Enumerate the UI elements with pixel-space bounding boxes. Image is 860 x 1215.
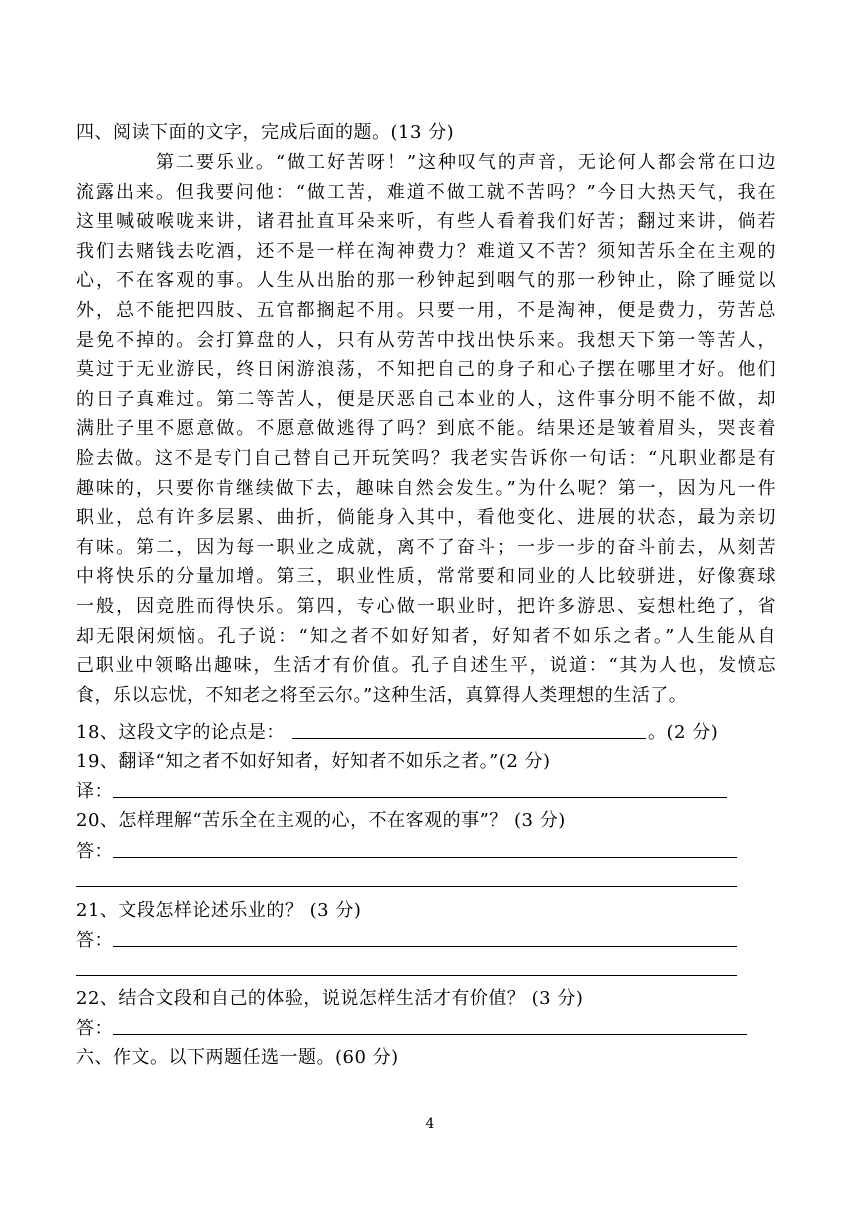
passage-line: 食，乐以忘忧，不知老之将至云尔。”这种生活，真算得人类理想的生活了。 bbox=[76, 684, 688, 706]
question-19-answer-prefix: 译： bbox=[76, 781, 113, 802]
question-18-label: 18、这段文字的论点是： bbox=[76, 722, 285, 743]
answer-line-20a[interactable] bbox=[113, 857, 737, 858]
answer-line-22[interactable] bbox=[113, 1034, 747, 1035]
passage-line: 是免不掉的。会打算盘的人，只有从劳苦中找出快乐来。我想天下第一等苦人， bbox=[76, 329, 776, 351]
passage-line: 有味。第二，因为每一职业之成就，离不了奋斗；一步一步的奋斗前去，从刻苦 bbox=[76, 536, 776, 558]
page-number: 4 bbox=[425, 1116, 435, 1132]
question-21-label: 21、文段怎样论述乐业的？ (3 分) bbox=[76, 900, 362, 921]
essay-title: 六、作文。以下两题任选一题。(60 分) bbox=[76, 1047, 399, 1068]
passage-line: 这里喊破喉咙来讲，诸君扯直耳朵来听，有些人看着我们好苦；翻过来讲，倘若 bbox=[76, 211, 776, 233]
answer-line-20b[interactable] bbox=[76, 886, 737, 887]
question-20-answer-prefix: 答： bbox=[76, 841, 113, 862]
passage-line: 莫过于无业游民，终日闲游浪荡，不知把自己的身子和心子摆在哪里才好。他们 bbox=[76, 359, 776, 381]
passage-line: 职业，总有许多层累、曲折，倘能身入其中，看他变化、进展的状态，最为亲切 bbox=[76, 507, 776, 529]
passage-line: 的日子真难过。第二等苦人，便是厌恶自己本业的人，这件事分明不能不做，却 bbox=[76, 388, 776, 410]
question-18-suffix: 。(2 分) bbox=[648, 722, 719, 743]
question-22-label: 22、结合文段和自己的体验，说说怎样生活才有价值？ (3 分) bbox=[76, 988, 584, 1009]
answer-line-21b[interactable] bbox=[76, 975, 737, 976]
section-title: 四、阅读下面的文字，完成后面的题。(13 分) bbox=[76, 122, 455, 143]
passage-line: 中将快乐的分量加增。第三，职业性质，常常要和同业的人比较骈进，好像赛球 bbox=[76, 566, 776, 588]
answer-line-21a[interactable] bbox=[113, 946, 737, 947]
passage-line: 趣味的，只要你肯继续做下去，趣味自然会发生。”为什么呢？第一，因为凡一件 bbox=[76, 477, 776, 499]
passage-line: 流露出来。但我要问他：“做工苦，难道不做工就不苦吗？”今日大热天气，我在 bbox=[76, 181, 776, 203]
passage-line: 心，不在客观的事。人生从出胎的那一秒钟起到咽气的那一秒钟止，除了睡觉以 bbox=[76, 270, 776, 292]
passage-line: 外，总不能把四肢、五官都搁起不用。只要一用，不是淘神，便是费力，劳苦总 bbox=[76, 300, 776, 321]
answer-line-19[interactable] bbox=[113, 797, 727, 798]
answer-line-18[interactable] bbox=[292, 738, 646, 739]
passage-line: 一般，因竞胜而得快乐。第四，专心做一职业时，把许多游思、妄想杜绝了，省 bbox=[76, 596, 776, 617]
passage-line: 我们去赌钱去吃酒，还不是一样在淘神费力？难道又不苦？须知苦乐全在主观的 bbox=[76, 240, 776, 262]
passage-line: 满肚子里不愿意做。不愿意做逃得了吗？到底不能。结果还是皱着眉头，哭丧着 bbox=[76, 418, 776, 440]
question-19-label: 19、翻译“知之者不如好知者，好知者不如乐之者。”(2 分) bbox=[76, 751, 551, 772]
question-22-answer-prefix: 答： bbox=[76, 1018, 113, 1039]
question-20-label: 20、怎样理解“苦乐全在主观的心，不在客观的事”？ (3 分) bbox=[76, 810, 566, 831]
passage-line: 脸去做。这不是专门自己替自己开玩笑吗？我老实告诉你一句话：“凡职业都是有 bbox=[76, 448, 776, 469]
question-21-answer-prefix: 答： bbox=[76, 930, 113, 951]
passage-line: 己职业中领略出趣味，生活才有价值。孔子自述生平，说道：“其为人也，发愤忘 bbox=[76, 655, 776, 677]
passage-line: 却无限闲烦恼。孔子说：“知之者不如好知者，好知者不如乐之者。”人生能从自 bbox=[76, 625, 776, 647]
passage-line: 第二要乐业。“做工好苦呀！”这种叹气的声音，无论何人都会常在口边 bbox=[156, 152, 776, 173]
